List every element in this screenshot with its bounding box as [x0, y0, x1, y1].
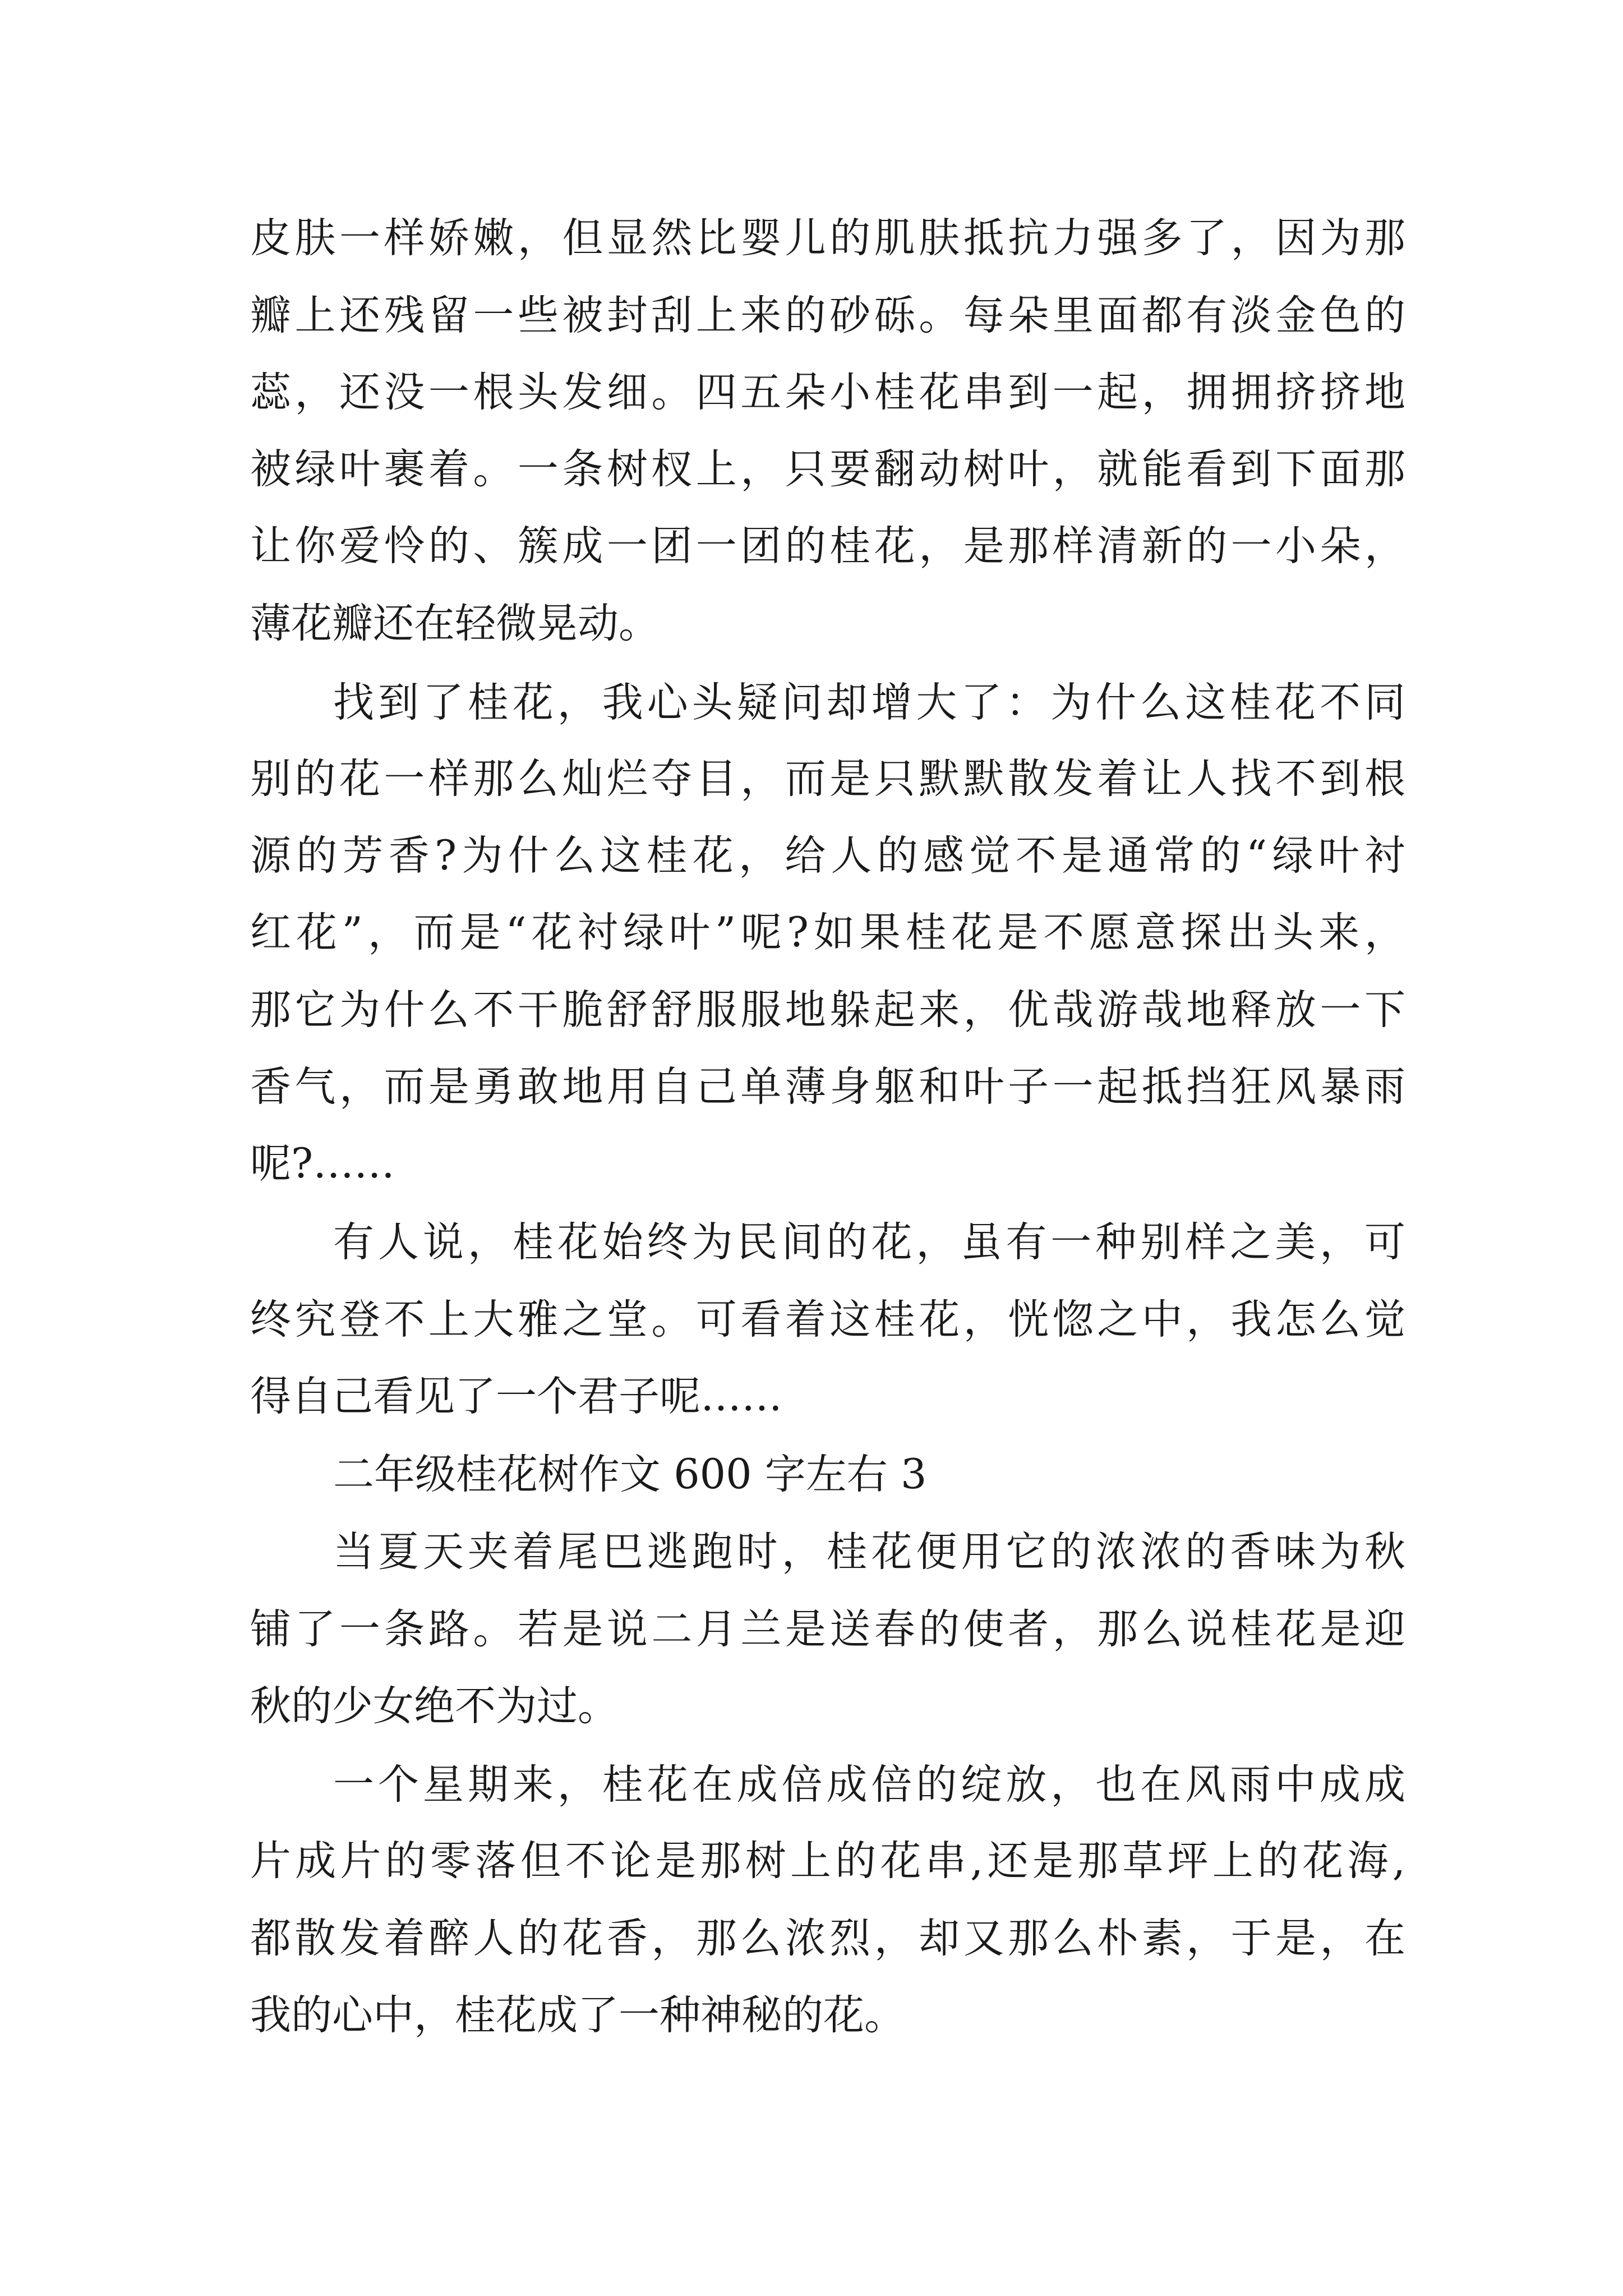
text-line: 被绿叶裹着。一条树杈上，只要翻动树叶，就能看到下面那 — [250, 445, 1405, 493]
text-line: 薄花瓣还在轻微晃动。 — [250, 600, 660, 647]
text-line: 红花”，而是“花衬绿叶”呢?如果桂花是不愿意探出头来， — [250, 909, 1405, 956]
text-line: 蕊，还没一根头发细。四五朵小桂花串到一起，拥拥挤挤地 — [250, 369, 1405, 416]
text-line: 那它为什么不干脆舒舒服服地躲起来，优哉游哉地释放一下 — [250, 986, 1405, 1034]
text-line: 源的芳香?为什么这桂花，给人的感觉不是通常的“绿叶衬 — [250, 832, 1405, 880]
text-line: 我的心中，桂花成了一种神秘的花。 — [250, 1991, 905, 2039]
text-line: 找到了桂花，我心头疑问却增大了：为什么这桂花不同 — [333, 679, 1405, 726]
text-line: 一个星期来，桂花在成倍成倍的绽放，也在风雨中成成 — [333, 1761, 1405, 1809]
text-line: 得自己看见了一个君子呢…… — [250, 1373, 782, 1420]
text-line: 片成片的零落但不论是那树上的花串,还是那草坪上的花海, — [250, 1837, 1405, 1885]
text-line: 香气，而是勇敢地用自己单薄身躯和叶子一起抵挡狂风暴雨 — [250, 1063, 1405, 1111]
text-line: 别的花一样那么灿烂夺目，而是只默默散发着让人找不到根 — [250, 755, 1405, 803]
text-line: 让你爱怜的、簇成一团一团的桂花，是那样清新的一小朵， — [250, 522, 1405, 570]
text-line: 当夏天夹着尾巴逃跑时，桂花便用它的浓浓的香味为秋 — [333, 1528, 1405, 1576]
text-line: 有人说，桂花始终为民间的花，虽有一种别样之美，可 — [333, 1218, 1405, 1266]
text-line: 都散发着醉人的花香，那么浓烈，却又那么朴素，于是，在 — [250, 1915, 1405, 1962]
text-line: 呢?…… — [250, 1140, 395, 1188]
section-heading: 二年级桂花树作文 600 字左右 3 — [333, 1451, 927, 1498]
text-line: 皮肤一样娇嫩，但显然比婴儿的肌肤抵抗力强多了，因为那 — [250, 214, 1405, 262]
text-line: 铺了一条路。若是说二月兰是送春的使者，那么说桂花是迎 — [250, 1605, 1405, 1653]
text-line: 瓣上还残留一些被封刮上来的砂砾。每朵里面都有淡金色的 — [250, 292, 1405, 339]
text-line: 秋的少女绝不为过。 — [250, 1682, 619, 1730]
text-line: 终究登不上大雅之堂。可看着这桂花，恍惚之中，我怎么觉 — [250, 1296, 1405, 1343]
